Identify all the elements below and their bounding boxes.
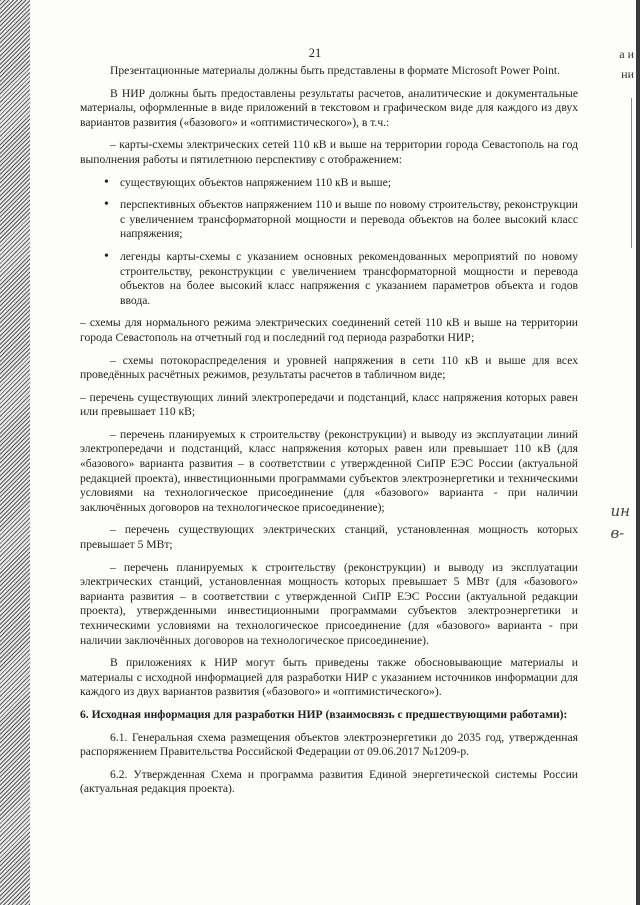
paragraph: 6.2. Утвержденная Схема и программа развития Единой энергетической системы России (актуальная редакция проекта). [80,767,578,796]
paragraph: 6.1. Генеральная схема размещения объектов электроэнергетики до 2035 год, утвержденная распоряжением Правительства Российской Федерации от 09.06.2017 №1209-р. [80,730,578,759]
bullet-item: • перспективных объектов напряжением 110 и выше по новому строительству, реконструкции с увеличением трансформаторной мощности и перевода объектов на более высокий класс напряжения; [120,198,578,242]
adjacent-fragment-line: ни [621,67,634,81]
paragraph: – перечень планируемых к строительству (реконструкции) и выводу из эксплуатации линий электропередачи и подстанций, класс напряжения которых равен или превышает 110 кВ (для «базового» варианта развития – в соответствии с утвержденной СиПР ЕЭС России (актуальной редакцией проекта), инвестиционными программами субъектов электроэнергетики и техническими условиями на технологическое присоединение (для «базового» варианта - при наличии заключённых договоров на технологическое присоединение); [80,427,578,514]
page-number: 21 [308,46,322,60]
scan-binding-edge [0,0,30,905]
handwritten-note [610,500,630,544]
paragraph: – схемы для нормального режима электрических соединений сетей 110 кВ и выше на территории города Севастополь на отчетный год и последний год периода разработки НИР; [80,316,578,344]
paragraph-group-intro [80,64,578,168]
section-heading: 6. Исходная информация для разработки НИР (взаимосвязь с предшествующими работами): [80,707,568,721]
paragraph: – карты-схемы электрических сетей 110 кВ и выше на территории города Севастополь на год выполнения работы и пятилетнюю перспективу с отображением: [80,138,578,166]
paragraph: – схемы потокораспределения и уровней напряжения в сети 110 кВ и выше для всех проведённых расчётных режимов, результаты расчетов в табличном виде; [80,353,578,382]
paragraph: – перечень существующих линий электропередачи и подстанций, класс напряжения которых равен или превышает 110 кВ; [80,390,578,419]
paragraph: В приложениях к НИР могут быть приведены также обосновывающие материалы и материалы с исходной информацией для разработки НИР с указанием источников информации для каждого из двух вариантов развития («базового» и «оптимистического»). [80,656,578,699]
paragraph-group-requirements [80,316,578,700]
scan-right-edge [636,0,640,905]
margin-line [631,98,632,248]
paragraph: – перечень существующих электрических станций, установленная мощность которых превышает 5 МВт; [80,523,578,552]
bullet-item: • легенды карты-схемы с указанием основных рекомендованных мероприятий по новому строительству, реконструкции с увеличением трансформаторной мощности и перевода объектов на более высокий класс напряжения с указанием параметров объекта и годов ввода. [120,250,578,308]
paragraph-group-sources [80,731,578,797]
document-body [80,64,578,805]
paragraph: Презентационные материалы должны быть представлены в формате Microsoft Power Point. [110,64,560,77]
paragraph: – перечень планируемых к строительству (реконструкции) и выводу из эксплуатации электрических станций, установленная мощность которых превышает 5 МВт (для «базового» варианта развития – в соответствии с утвержденной СиПР ЕЭС России (актуальной редакции проекта), утвержденными инвестиционными программами субъектов электроэнергетики и техническими условиями на технологическое присоединение (для «базового» варианта - при наличии заключённых договоров на технологическое присоединение). [80,560,578,647]
adjacent-fragment-line: а и [619,47,634,61]
adjacent-page-fragment [619,44,634,84]
bullet-list [80,176,578,309]
bullet-item: • существующих объектов напряжением 110 кВ и выше; [120,176,578,191]
paragraph: В НИР должны быть предоставлены результаты расчетов, аналитические и документальные материалы, оформленные в виде приложений в текстовом и графическом виде для каждого из двух вариантов развития («базового» и «оптимистического»), в т.ч.: [80,86,578,129]
handwritten-line: в- [610,524,625,542]
handwritten-line: ин [610,502,630,520]
